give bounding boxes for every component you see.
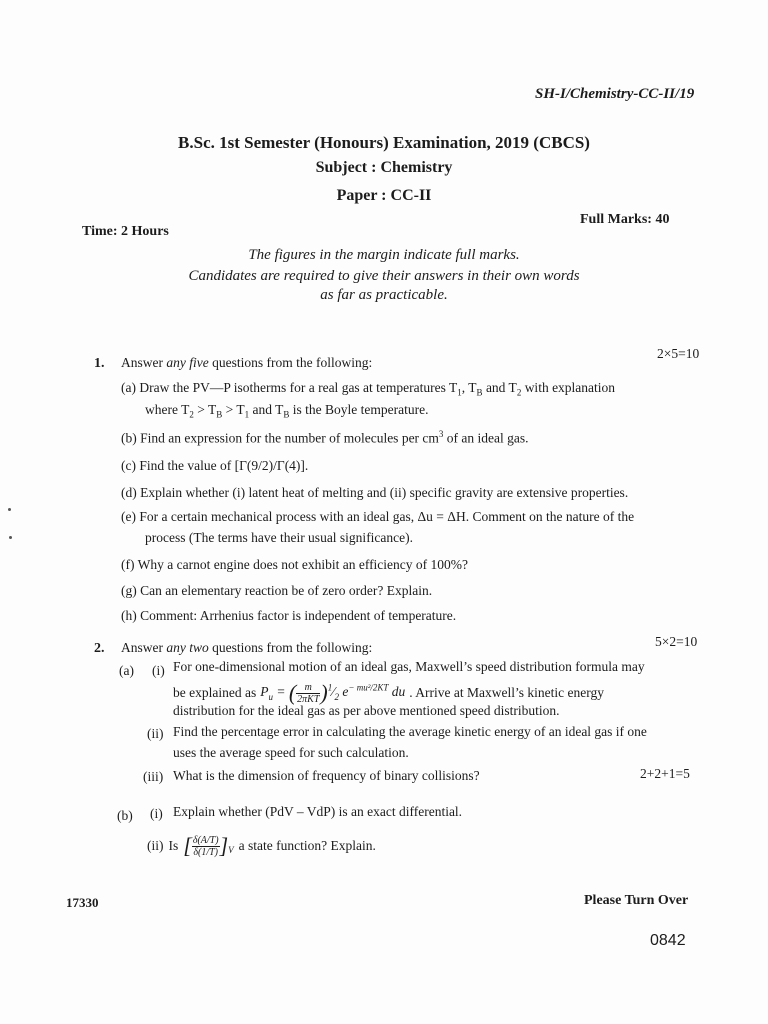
q2-a-i-line2: be explained as $P_u$ = ( $\frac{m}{\text{2πKT}}$ )$^1⁄_2$ $e^{- mu^2/2KT}$ du . Arrive at Maxwell’s kinetic energy (173, 680, 604, 705)
q2-a-marks: 2+2+1=5 (640, 766, 690, 781)
question-1-instruction: Answer any five questions from the following: (121, 355, 373, 370)
scan-speck (8, 508, 11, 511)
subject-line: Subject : Chemistry (315, 159, 453, 176)
instruction-line-3: as far as practicable. (320, 287, 448, 303)
q1-item-d: (d) Explain whether (i) latent heat of melting and (ii) specific gravity are extensive properties. (121, 485, 629, 500)
q2-a-i-label: (i) (152, 663, 165, 678)
paper-line: Paper : CC-II (336, 187, 432, 204)
maxwell-formula: $P_u$ = ( $\frac{m}{\text{2πKT}}$ )$^1⁄_2$ $e^{- mu^2/2KT}$ du (260, 680, 406, 705)
footer-code: 17330 (66, 895, 99, 910)
q1-item-a-line2: where $T_2 > T_B > T_1$ and $T_B$ is the Boyle temperature. (145, 402, 429, 420)
q2-a-ii-label: (ii) (147, 726, 164, 741)
question-1-marks: 2×5=10 (657, 346, 700, 361)
q2-a-ii-line2: uses the average speed for such calculation. (173, 745, 409, 760)
q1-item-e-line2: process (The terms have their usual significance). (145, 530, 414, 545)
q2-a-ii-line1: Find the percentage error in calculating the average kinetic energy of an ideal gas if one (173, 724, 647, 739)
q2-a-iii-label: (iii) (143, 769, 164, 784)
q2-b-ii: (ii) Is [ $\frac{\delta(A/T)}{\delta(1/T)}$ ]$_V$ a state function? Explain. (147, 833, 376, 858)
question-1-number: 1. (94, 356, 105, 371)
q2-b-i-text: Explain whether (PdV – VdP) is an exact differential. (173, 804, 463, 819)
instruction-line-1: The figures in the margin indicate full marks. (248, 247, 520, 263)
q2-b-label: (b) (117, 808, 133, 823)
q1-item-e: (e) For a certain mechanical process with an ideal gas, Δu = ΔH. Comment on the nature of the (121, 509, 635, 524)
q1-item-g: (g) Can an elementary reaction be of zero order? Explain. (121, 583, 433, 598)
q1-item-c: (c) Find the value of [Γ(9/2)/Γ(4)]. (121, 458, 309, 473)
exam-title: B.Sc. 1st Semester (Honours) Examination, 2019 (CBCS) (178, 133, 590, 152)
time-allowed: Time: 2 Hours (82, 224, 169, 239)
q2-a-iii-text: What is the dimension of frequency of binary collisions? (173, 768, 480, 783)
q1-item-h: (h) Comment: Arrhenius factor is independent of temperature. (121, 608, 457, 623)
scan-speck (9, 536, 12, 539)
page-stamp: 0842 (650, 932, 686, 949)
instruction-line-2: Candidates are required to give their answers in their own words (188, 268, 580, 284)
q2-b-i-label: (i) (150, 806, 163, 821)
q1-item-f: (f) Why a carnot engine does not exhibit an efficiency of 100%? (121, 557, 469, 572)
full-marks: Full Marks: 40 (580, 212, 670, 227)
state-function-expression: [ $\frac{\delta(A/T)}{\delta(1/T)}$ ]$_V$ (183, 833, 234, 858)
question-2-number: 2. (94, 641, 105, 656)
paper-code: SH-I/Chemistry-CC-II/19 (535, 86, 695, 102)
q1-item-b: (b) Find an expression for the number of molecules per $cm^3$ of an ideal gas. (121, 429, 529, 446)
question-2-marks: 5×2=10 (655, 634, 698, 649)
q2-a-label: (a) (119, 663, 134, 678)
q2-a-i-line3: distribution for the ideal gas as per above mentioned speed distribution. (173, 703, 560, 718)
please-turn-over: Please Turn Over (584, 893, 689, 908)
q1-item-a: (a) Draw the PV—P isotherms for a real gas at temperatures $T_1$, $T_B$ and $T_2$ with explanation (121, 380, 616, 398)
q2-b-ii-label: (ii) (147, 838, 164, 853)
question-2-instruction: Answer any two questions from the following: (121, 640, 373, 655)
q2-a-i-line1: For one-dimensional motion of an ideal gas, Maxwell’s speed distribution formula may (173, 659, 645, 674)
